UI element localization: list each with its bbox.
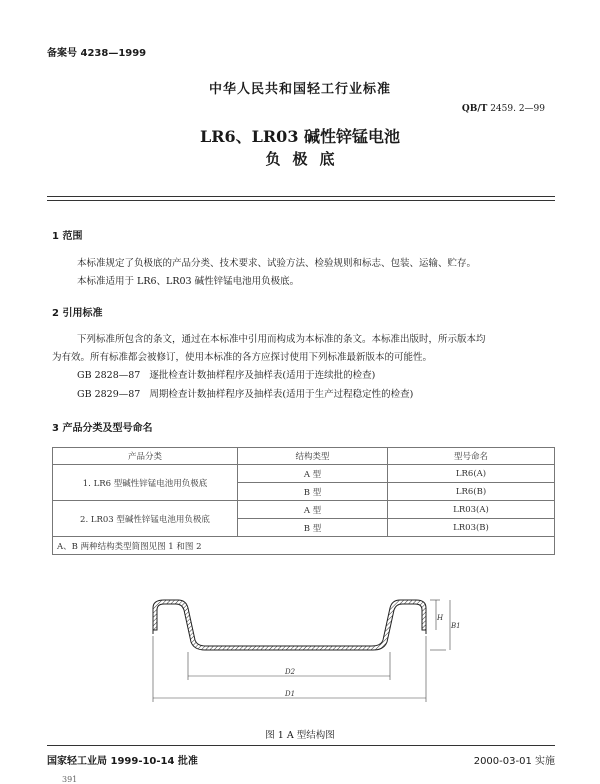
table-cell-model: LR03(B)	[388, 519, 555, 537]
record-number: 备案号 4238—1999	[47, 48, 147, 59]
section-2-para-line-1: 下列标准所包含的条文，通过在本标准中引用而构成为本标准的条文。本标准出版时，所示版本均	[77, 334, 486, 345]
section-3-heading: 3 产品分类及型号命名	[52, 423, 153, 434]
table-header: 型号命名	[388, 448, 555, 465]
table-header: 产品分类	[53, 448, 238, 465]
dim-label-d1: D1	[284, 690, 296, 698]
reference-gb2828	[77, 367, 375, 381]
standard-code	[462, 104, 545, 114]
figure-caption: 图 1 A 型结构图	[265, 730, 335, 741]
reference-title: 周期检查计数抽样程序及抽样表(适用于生产过程稳定性的检查)	[149, 389, 414, 400]
section-1-heading: 1 范围	[52, 231, 83, 242]
implementation-date: 2000-03-01 实施	[473, 756, 555, 767]
table-cell-model: LR6(A)	[388, 465, 555, 483]
page-number: 391	[62, 775, 78, 784]
standard-code-prefix: QB/T	[461, 104, 488, 114]
table-note-row	[53, 537, 555, 555]
footer-rule	[47, 745, 555, 746]
reference-code: GB 2828—87	[77, 370, 141, 381]
figure-1-drawing	[140, 592, 470, 722]
table-row	[53, 465, 555, 483]
dim-label-b1: B1	[451, 622, 461, 630]
classification-table	[52, 447, 555, 555]
header-rule-bottom	[47, 200, 555, 201]
reference-title: 逐批检查计数抽样程序及抽样表(适用于连续批的检查)	[149, 370, 376, 381]
cap-section-outline	[153, 600, 426, 650]
table-header: 结构类型	[238, 448, 388, 465]
reference-gb2829	[77, 386, 413, 400]
dim-label-d2: D2	[284, 668, 296, 676]
table-cell-type: A 型	[238, 501, 388, 519]
approval-info: 国家轻工业局 1999-10-14 批准	[47, 756, 198, 767]
section-1-para-2: 本标准适用于 LR6、LR03 碱性锌锰电池用负极底。	[77, 276, 300, 287]
section-2-para-line-2: 为有效。所有标准都会被修订，使用本标准的各方应探讨使用下列标准最新版本的可能性。	[52, 352, 433, 363]
table-row	[53, 501, 555, 519]
table-cell-model: LR6(B)	[388, 483, 555, 501]
industry-standard-title: 中华人民共和国轻工行业标准	[208, 82, 391, 97]
table-header-row	[53, 448, 555, 465]
table-note: A、B 两种结构类型简图见图 1 和图 2	[53, 537, 555, 555]
table-cell-category: 2. LR03 型碱性锌锰电池用负极底	[53, 501, 238, 537]
standard-code-number: 2459. 2—99	[487, 104, 545, 114]
table-cell-type: B 型	[238, 519, 388, 537]
header-rule-top	[47, 196, 555, 197]
document-subtitle: 负极底	[265, 150, 347, 168]
dim-label-h: H	[437, 614, 444, 622]
reference-code: GB 2829—87	[77, 389, 141, 400]
section-1-para-1: 本标准规定了负极底的产品分类、技术要求、试验方法、检验规则和标志、包装、运输、贮存。	[77, 258, 477, 269]
table-cell-category: 1. LR6 型碱性锌锰电池用负极底	[53, 465, 238, 501]
table-cell-type: A 型	[238, 465, 388, 483]
table-cell-model: LR03(A)	[388, 501, 555, 519]
document-title: LR6、LR03 碱性锌锰电池	[199, 127, 401, 146]
section-2-heading: 2 引用标准	[52, 308, 103, 319]
table-cell-type: B 型	[238, 483, 388, 501]
